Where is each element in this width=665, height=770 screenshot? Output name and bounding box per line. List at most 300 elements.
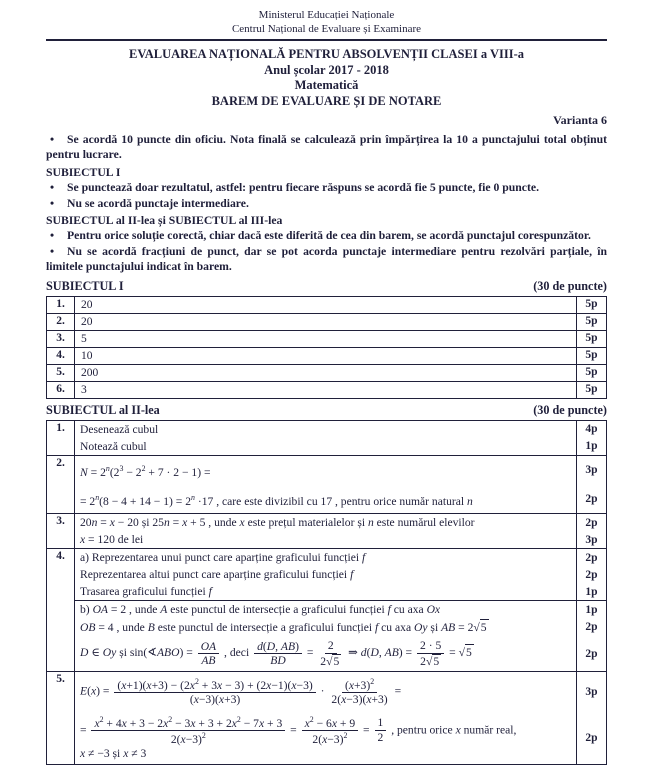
math-text: + 7 · 2 − 1) =: [145, 465, 211, 479]
math-text: și sin(∢: [116, 646, 157, 660]
solution-content: [75, 618, 577, 636]
math-text: −3): [185, 732, 202, 746]
math-variable: x: [193, 693, 199, 707]
math-variable: x: [163, 716, 169, 730]
math-variable: AB: [384, 646, 399, 660]
solution-line: [75, 636, 606, 671]
math-text: + 9: [337, 716, 356, 730]
math-variable: x: [258, 716, 265, 730]
math-exponent: 2: [201, 730, 206, 740]
math-exponent: 2: [309, 714, 314, 724]
fraction-denominator: [169, 731, 208, 746]
solution-line: [75, 438, 606, 455]
math-exponent: 2: [370, 677, 375, 687]
math-variable: x: [217, 678, 223, 692]
math-variable: f: [208, 585, 212, 599]
solution-row: [47, 421, 606, 455]
solution-groups: [75, 672, 606, 764]
math-text: + 3 − 2: [126, 716, 164, 730]
bullet-icon: •: [50, 181, 55, 195]
fraction-denominator: [199, 654, 217, 667]
math-text: (: [87, 684, 91, 698]
section-points: (30 de puncte): [533, 278, 607, 293]
math-text: (: [262, 639, 267, 653]
math-text: (: [189, 693, 194, 707]
math-text: =: [169, 516, 183, 530]
math-text: +3): [371, 693, 388, 707]
points-value: 3p: [585, 685, 598, 698]
math-text: − 7: [240, 716, 259, 730]
fraction-numerator: [114, 677, 315, 693]
solution-content: [75, 438, 577, 455]
answer-value: 3: [75, 382, 577, 398]
points-value: 2p: [585, 731, 598, 744]
solution-groups: [75, 421, 606, 455]
points-value: 2p: [585, 516, 598, 529]
math-variable: f: [350, 568, 354, 582]
math-variable: f: [361, 551, 366, 565]
points-value: 2p: [585, 492, 598, 505]
radicand: [332, 654, 341, 668]
solution-content: [75, 456, 577, 485]
math-text: + 3: [264, 716, 283, 730]
math-text: 2: [377, 730, 384, 744]
math-exponent: 2: [168, 714, 173, 724]
math-variable: x: [231, 716, 237, 730]
bullet-icon: •: [50, 196, 55, 210]
solution-line: [75, 566, 606, 583]
math-text: ,: [275, 639, 281, 653]
solution-content: [75, 583, 577, 600]
item-number: 5.: [47, 365, 75, 381]
math-text: 2: [420, 654, 426, 668]
fraction-denominator: [329, 693, 389, 706]
fraction-numerator: [198, 640, 219, 654]
points-value: 3p: [585, 533, 598, 546]
math-text: =: [446, 646, 459, 660]
fraction: [417, 639, 444, 668]
math-text: , pentru orice: [388, 722, 456, 736]
fraction: [375, 716, 387, 744]
fraction-numerator: [91, 715, 285, 731]
math-text: număr real,: [460, 722, 517, 736]
solution-groups: [75, 514, 606, 548]
math-text: 2: [320, 654, 327, 668]
square-root: [426, 655, 441, 668]
math-variable: x: [348, 678, 354, 692]
math-text: ∈: [88, 646, 103, 660]
instruction-bullet: • Se acordă 10 puncte din oficiu. Nota finală se calculează prin împărțirea la 10 a punctajului total obținut pentru lucrare.: [46, 133, 607, 162]
solution-line: [75, 672, 606, 712]
answer-row: [47, 313, 606, 330]
points-value: 5p: [585, 297, 598, 310]
subject1-table: [46, 296, 607, 399]
math-variable: Oy: [102, 646, 117, 660]
ministry-line: Ministerul Educației Naționale: [258, 9, 395, 21]
solution-content: [75, 672, 577, 712]
points-value: 5p: [585, 365, 598, 378]
math-text: 2(: [331, 693, 342, 707]
math-text: =: [391, 684, 402, 698]
points-value: 1p: [585, 585, 598, 598]
math-variable: x: [146, 678, 152, 692]
math-variable: AB: [280, 639, 296, 653]
math-text: ≠ 3: [128, 746, 147, 760]
math-variable: A: [160, 603, 168, 617]
header-rule: [46, 39, 607, 41]
math-text: , deci: [221, 646, 253, 660]
subject2-table: [46, 420, 607, 765]
math-variable: x: [80, 533, 86, 547]
math-variable: n: [163, 516, 170, 530]
answer-row: [47, 330, 606, 347]
solution-line: [75, 485, 606, 514]
math-variable: x: [123, 746, 129, 760]
bullet-icon: •: [50, 229, 55, 243]
item-number: 5.: [47, 672, 75, 764]
fraction: [198, 640, 219, 668]
math-text: +3) − (2: [151, 678, 190, 692]
item-number: 6.: [47, 382, 75, 398]
solution-groups: [75, 549, 606, 671]
math-variable: x: [322, 732, 328, 746]
variant-label: Varianta 6: [553, 113, 607, 127]
math-variable: x: [366, 693, 372, 707]
answer-row: [47, 381, 606, 398]
section2-header: [46, 403, 607, 418]
fraction: [114, 677, 315, 707]
math-variable: B: [147, 621, 155, 635]
fraction-denominator: [310, 731, 349, 746]
math-variable: x: [341, 693, 347, 707]
solution-row: [47, 548, 606, 671]
item-number: 1.: [47, 297, 75, 313]
math-variable: x: [304, 716, 310, 730]
answer-value: 20: [75, 297, 577, 313]
instruction-heading: SUBIECTUL I: [46, 165, 121, 179]
fraction-denominator: [376, 731, 386, 744]
math-text: − 3) + (2: [222, 678, 267, 692]
math-exponent: 2: [343, 730, 348, 740]
points-value: 5p: [585, 382, 598, 395]
fraction-numerator: [417, 639, 444, 653]
math-variable: OA: [92, 603, 109, 617]
fraction-numerator: [342, 677, 377, 693]
math-text: −3)(: [346, 693, 367, 707]
fraction-denominator: [268, 654, 287, 667]
math-text: ) =: [398, 646, 415, 660]
math-variable: x: [182, 516, 188, 530]
item-number: 1.: [47, 421, 75, 455]
solution-line: [75, 583, 606, 600]
math-text: = 2: [80, 494, 96, 508]
math-text: +3): [353, 678, 371, 692]
math-text: (2: [109, 465, 120, 479]
radicand: [432, 654, 441, 668]
math-text: =: [97, 516, 110, 530]
instruction-bullet: • Pentru orice soluție corectă, chiar dacă este diferită de cea din barem, se acordă punctajul corespunzător.: [46, 228, 607, 243]
math-variable: x: [109, 516, 115, 530]
answer-value: 5: [75, 331, 577, 347]
math-text: ,: [378, 646, 385, 660]
math-text: (: [344, 678, 349, 692]
math-text: 5: [480, 621, 487, 635]
solution-content: [75, 531, 577, 548]
fraction-denominator: [318, 654, 343, 668]
fraction: [302, 715, 359, 746]
radical-icon: √: [326, 654, 333, 668]
math-text: 2: [327, 639, 334, 653]
math-text: − 2: [123, 465, 142, 479]
math-text: =: [360, 722, 373, 736]
math-text: − 20 și 25: [114, 516, 164, 530]
math-text: 20: [80, 516, 92, 530]
instruction-heading: SUBIECTUL al II-lea și SUBIECTUL al III-lea: [46, 214, 283, 228]
math-text: 1: [377, 716, 384, 730]
solution-row: [47, 455, 606, 514]
math-text: +1)(: [126, 678, 147, 692]
math-exponent: 3: [119, 463, 124, 473]
math-text: Desenează cubul: [80, 422, 159, 436]
solution-group: [75, 514, 606, 548]
solution-content: [75, 485, 577, 514]
instruction-bullet: • Nu se acordă fracțiuni de punct, dar se pot acorda punctaje intermediare pentru rezolvări parțiale, în limitele punctajului indicat în barem.: [46, 244, 607, 274]
bullet-icon: •: [50, 244, 55, 258]
points-value: 4p: [585, 423, 598, 436]
math-variable: OA: [200, 639, 217, 653]
section-title: SUBIECTUL al II-lea: [46, 402, 160, 417]
math-variable: AB: [441, 621, 456, 635]
points-value: 2p: [585, 647, 598, 660]
radicand: [480, 619, 489, 635]
math-text: este numărul elevilor: [373, 516, 475, 530]
math-variable: d: [257, 639, 263, 653]
points-value: 5p: [585, 331, 598, 344]
solution-content: [75, 514, 577, 531]
radical-icon: √: [425, 654, 433, 668]
square-root: [473, 621, 488, 634]
math-variable: x: [291, 678, 297, 692]
math-variable: x: [189, 678, 195, 692]
points-value: 3p: [585, 464, 598, 477]
math-variable: x: [90, 684, 97, 698]
fraction-numerator: [375, 716, 387, 730]
solution-group: [75, 672, 606, 764]
math-exponent: 2: [236, 714, 241, 724]
barem-title: BAREM DE EVALUARE ȘI DE NOTARE: [211, 93, 442, 108]
math-variable: x: [190, 716, 196, 730]
instruction-bullet: • Nu se acordă punctaje intermediare.: [46, 196, 607, 211]
math-variable: x: [266, 678, 272, 692]
math-variable: OB: [80, 621, 96, 635]
fraction-numerator: [254, 640, 302, 654]
math-text: ≠ −3 și: [85, 746, 124, 760]
solution-content: [75, 566, 577, 583]
answer-row: [47, 347, 606, 364]
math-text: și: [427, 621, 442, 635]
solution-content: [75, 712, 577, 764]
fraction: [254, 640, 302, 668]
solution-line: [75, 618, 606, 636]
math-variable: AB: [201, 654, 216, 668]
solution-line: [75, 421, 606, 438]
math-text: + 4: [103, 716, 122, 730]
math-text: este prețul materialelor și: [244, 516, 368, 530]
math-text: = 120 de lei: [85, 533, 144, 547]
solution-line: [75, 601, 606, 618]
solution-line: [75, 549, 606, 566]
solution-row: [47, 671, 606, 764]
math-variable: ABO: [156, 646, 180, 660]
solution-row: [47, 513, 606, 548]
math-text: + 3 + 2: [195, 716, 232, 730]
math-text: =: [287, 722, 300, 736]
math-text: −3): [327, 732, 344, 746]
answer-value: 20: [75, 314, 577, 330]
math-variable: Ox: [426, 603, 441, 617]
instructions-block: [46, 132, 607, 275]
exam-title: EVALUAREA NAȚIONALĂ PENTRU ABSOLVENȚII CLASEI a VIII-a: [128, 47, 524, 61]
math-variable: D: [80, 646, 89, 660]
item-number: 2.: [47, 314, 75, 330]
math-text: −3): [296, 678, 313, 692]
math-text: = 2: [455, 621, 474, 635]
answer-row: [47, 297, 606, 313]
instruction-bullet: • Se punctează doar rezultatul, astfel: pentru fiecare răspuns se acordă fie 5 puncte, fie 0 puncte.: [46, 180, 607, 195]
points-value: 5p: [585, 348, 598, 361]
square-root: [459, 646, 474, 659]
answer-row: [47, 364, 606, 381]
fraction: [91, 715, 285, 746]
center-line: Centrul Național de Evaluare și Examinare: [231, 23, 422, 35]
math-variable: x: [94, 716, 100, 730]
math-variable: f: [387, 603, 391, 617]
math-variable: BD: [270, 654, 286, 668]
solution-line: [75, 456, 606, 485]
math-text: − 6: [313, 716, 332, 730]
math-text: (8 − 4 + 14 − 1) = 2: [99, 494, 192, 508]
math-exponent: n: [105, 463, 110, 473]
answer-value: 10: [75, 348, 577, 364]
points-value: 5p: [585, 314, 598, 327]
math-variable: n: [91, 516, 98, 530]
solution-content: [75, 549, 577, 566]
solution-group: [75, 549, 606, 600]
answer-value: 200: [75, 365, 577, 381]
subject-title: Matematică: [294, 78, 359, 92]
math-variable: n: [467, 494, 473, 508]
section-title: SUBIECTUL I: [46, 278, 124, 293]
math-text: − 3: [172, 716, 191, 730]
math-text: =: [80, 722, 90, 736]
math-text: 5: [465, 646, 472, 660]
math-variable: x: [80, 746, 86, 760]
math-text: =: [303, 646, 317, 660]
fraction-denominator: [188, 693, 242, 706]
math-text: Reprezentarea altui punct care aparține graficului funcției: [80, 568, 351, 582]
radical-icon: √: [473, 621, 480, 635]
math-text: ) =: [179, 646, 196, 660]
math-text: −1)(: [271, 678, 292, 692]
math-variable: x: [180, 732, 186, 746]
math-text: ⇒: [345, 646, 361, 660]
section1-header: [46, 279, 607, 294]
math-text: +3): [224, 693, 241, 707]
math-variable: f: [375, 621, 379, 635]
item-number: 3.: [47, 331, 75, 347]
points-value: 1p: [585, 603, 598, 616]
math-text: = 4 , unde: [95, 621, 148, 635]
math-text: 5: [333, 654, 340, 668]
math-exponent: 2: [99, 714, 104, 724]
math-variable: x: [331, 716, 338, 730]
solution-content: [75, 636, 577, 671]
math-text: −3)(: [198, 693, 219, 707]
math-text: ): [295, 639, 299, 653]
item-number: 3.: [47, 514, 75, 548]
radicand: [465, 644, 474, 660]
math-variable: x: [455, 722, 461, 736]
fraction-numerator: [302, 715, 359, 731]
math-variable: E: [80, 684, 88, 698]
math-variable: d: [360, 646, 367, 660]
math-variable: D: [266, 639, 276, 653]
section-points: (30 de puncte): [533, 402, 607, 417]
item-number: 4.: [47, 549, 75, 671]
math-text: (: [366, 646, 371, 660]
solution-content: [75, 421, 577, 438]
math-text: Notează cubul: [80, 439, 147, 453]
math-variable: Oy: [414, 621, 428, 635]
math-variable: x: [239, 516, 245, 530]
solution-content: [75, 601, 577, 618]
math-variable: x: [121, 678, 127, 692]
solution-line: [75, 531, 606, 548]
solution-line: [75, 712, 606, 764]
math-text: cu axa: [378, 621, 414, 635]
math-variable: x: [121, 716, 127, 730]
math-text: = 2: [87, 465, 106, 479]
solution-line: [75, 514, 606, 531]
math-variable: D: [370, 646, 379, 660]
points-value: 2p: [585, 568, 598, 581]
math-exponent: 2: [194, 677, 199, 687]
item-number: 2.: [47, 456, 75, 514]
math-text: ) =: [96, 684, 113, 698]
math-text: ·17 , care este divizibil cu 17 , pentru orice număr natural: [194, 494, 467, 508]
math-text: 5: [433, 654, 440, 668]
fraction-denominator: [418, 654, 443, 668]
math-text: + 3: [198, 678, 218, 692]
math-text: a) Reprezentarea unui punct care aparține graficului funcției: [80, 551, 362, 565]
solution-group: [75, 456, 606, 514]
math-text: + 5 , unde: [187, 516, 240, 530]
points-value: 1p: [585, 440, 598, 453]
math-exponent: 2: [141, 463, 146, 473]
math-variable: x: [218, 693, 225, 707]
square-root: [326, 655, 341, 668]
math-variable: N: [80, 465, 88, 479]
math-variable: n: [367, 516, 374, 530]
fraction: [329, 677, 389, 707]
math-text: este punctul de intersecție a graficului funcției: [167, 603, 388, 617]
math-text: (: [117, 678, 122, 692]
solution-group: [75, 421, 606, 455]
fraction-numerator: [325, 639, 337, 653]
math-exponent: n: [191, 492, 195, 502]
radical-icon: √: [458, 646, 465, 660]
math-text: Trasarea graficului funcției: [80, 585, 209, 599]
